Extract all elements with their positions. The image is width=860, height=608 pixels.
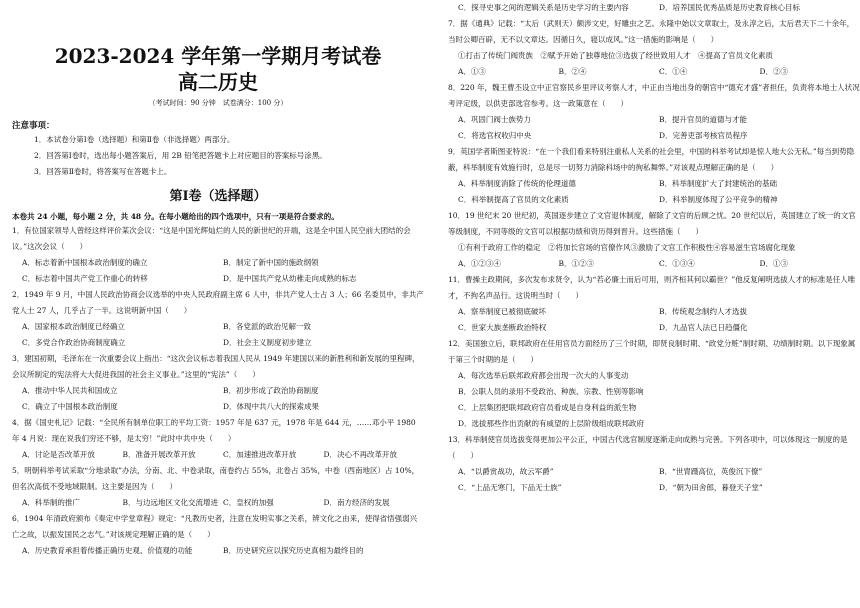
answer-option: B．②④	[558, 67, 587, 76]
answer-option: B．提升官员的道德与才能	[659, 115, 748, 124]
answer-option: C．将选官权收归中央	[458, 131, 532, 140]
question-text: 3．建国初期，毛泽东在一次重要会议上指出：“这次会议标志着我国人民从 1949 年建国以来的新胜利和新发展的里程碑，会议所制定的宪法将大大促进我国的社会主义事业。”这里的“宪法”（ ）	[12, 354, 420, 379]
answer-option: D．①③	[759, 259, 789, 268]
question-text: 6．1904 年清政府颁布《奏定中学堂章程》规定：“凡教历史者，注意在发明实事之关系，辨文化之由来，使得省悟强弱兴亡之故，以振发国民之志气。”对该规定理解正确的是（ ）	[12, 514, 418, 539]
answer-option: ①打击了传统门阀贵族 ②赋予开始了独尊地位③选拔了经世致用人才 ④提高了官员文化素质	[458, 51, 773, 60]
option-group	[448, 464, 860, 496]
answer-option: B．①②③	[558, 259, 595, 268]
note-item: 1．本试卷分第Ⅰ卷（选择题）和第Ⅱ卷（非选择题）两部分。	[34, 135, 235, 144]
answer-option: C．“上品无寒门，下品无士族”	[458, 483, 562, 492]
option-group	[448, 112, 860, 144]
answer-option: A．历史教育承担着传播正确历史观、价值观的功能	[22, 546, 193, 555]
answer-option: D．科举制度体现了公平竞争的精神	[659, 195, 778, 204]
question-text: 10．19 世纪末 20 世纪初，英国逐步建立了文官退休制度，解除了文官的后顾之忧。20 世纪以后，英国建立了统一的文官等级制度，不同等级的文官可以根据功绩和资历得到晋升。这些措施（ ）	[448, 211, 856, 236]
question-list-left	[12, 223, 424, 559]
question-text: 11．曹操主政期间，多次发布求贤令，认为“若必廉士而后可用，则齐桓其何以霸世？”他反复阐明选拔人才的标准是任人唯才，不拘名声品行。这说明当时（ ）	[448, 275, 856, 300]
answer-option: D．培养国民优秀品质是历史教育核心目标	[659, 3, 801, 12]
answer-option: D．九品官人法已日趋僵化	[659, 323, 748, 332]
answer-option: A．推动中华人民共和国成立	[22, 386, 118, 395]
option-group	[448, 64, 860, 80]
question-text: 9．英国学者斯图亚特说：“在一个我们看来特别注重私人关系的社会里，中国的科举考试却是惊人地大公无私。”每当到势隐蔽，科举制度有效施行时，总是尽一切努力消除科场中的徇私舞弊。”对该观点理解正确的是（ ）	[448, 147, 855, 172]
answer-option: C．世家大族垄断政治特权	[458, 323, 547, 332]
notes-heading: 注意事项：	[12, 121, 55, 131]
answer-option: ①有利于政府工作的稳定 ②将加长官场的官僚作风③激励了文官工作积极性④容易滋生官场腐化现象	[458, 243, 796, 252]
option-group	[448, 240, 860, 256]
question-text: 5．明朝科举考试采取“分地录取”办法，分南、北、中卷录取，南卷约占 55%，北卷占 35%，中卷（西南地区）占 10%，但名次高低不受地域限制。这主要是因为（ ）	[12, 466, 420, 491]
option-group	[448, 176, 860, 208]
exam-subject: 高二历史	[178, 70, 258, 94]
section-title: 第Ⅰ卷（选择题）	[169, 189, 267, 204]
answer-option: D．“朝为田舍郎，暮登天子堂”	[659, 483, 763, 492]
exam-title: 2023-2024 学年第一学期月考试卷	[54, 44, 382, 68]
question-text: 2．1949 年 9 月，中国人民政治协商会议选举的中央人民政府副主席 6 人中，非共产党人士占 3 人；66 名委员中，非共产党人士 27 人，几乎占了一半。这说明新中国（ ）	[12, 290, 424, 315]
answer-option: B．传统观念制约人才选拔	[659, 307, 748, 316]
question-list-right	[448, 0, 860, 496]
answer-option: C．加速推进改革开放	[223, 450, 297, 459]
answer-option: C．确立了中国根本政治制度	[22, 402, 118, 411]
answer-option: A．科举制的推广	[22, 498, 80, 507]
question-text: 13．科举制使官员选拔变得更加公平公正，中国古代选官制度逐渐走向成熟与完善。下列各项中，可以体现这一制度的是（ ）	[448, 435, 848, 460]
answer-option: D．选拔那些作出贡献的有威望的上层阶级组成联邦政府	[458, 419, 645, 428]
option-group	[448, 0, 860, 16]
answer-option: A．①②③④	[458, 259, 501, 268]
answer-option: B．初步形成了政治协商制度	[223, 386, 319, 395]
answer-option: D．完善吏部考核官员程序	[659, 131, 748, 140]
answer-option: D．社会主义制度初步建立	[223, 338, 312, 347]
option-group	[12, 543, 424, 559]
right-column	[448, 0, 860, 496]
answer-option: A．“以爵赏战功，故云军爵”	[458, 467, 554, 476]
answer-option: C．标志着中国共产党工作重心的转移	[22, 274, 148, 283]
answer-option: C．上层集团把联邦政府官员看成是自身利益的派生物	[458, 403, 637, 412]
answer-option: A．科举制度消除了传统的伦理道德	[458, 179, 576, 188]
answer-option: D．体现中共八大的探索成果	[223, 402, 320, 411]
note-item: 2．回答第Ⅰ卷时，选出每小题答案后，用 2B 铅笔把答题卡上对应题目的答案标号涂黑。	[34, 151, 327, 160]
option-group	[448, 368, 860, 432]
answer-option: D．南方经济的发展	[323, 498, 390, 507]
answer-option: A．每次选举后联邦政府都会出现一次大的人事变动	[458, 371, 629, 380]
answer-option: B．与边远地区文化交流增进	[122, 498, 219, 507]
question-text: 8．220 年，魏王曹丕设立中正官察民乡里评议考察人才，中正由当地出身的朝官中“德充才盛”者担任，负责将本地士人状况考评定级，以供吏部选官参考。这一政策意在（ ）	[448, 83, 860, 108]
answer-option: A．巩固门阀士族势力	[458, 115, 531, 124]
section-intro: 本卷共 24 小题，每小题 2 分，共 48 分。在每小题给出的四个选项中，只有一项是符合要求的。	[12, 212, 339, 221]
option-group	[448, 256, 860, 272]
exam-info: （考试时间：90 分钟 试卷满分：100 分）	[148, 99, 288, 107]
answer-option: C．科举制提高了官员的文化素质	[458, 195, 569, 204]
answer-option: D．②③	[759, 67, 789, 76]
answer-option: B．历史研究应以探究历史真相为最终目的	[223, 546, 364, 555]
answer-option: A．察举制度已被彻底破坏	[458, 307, 546, 316]
answer-option: A．国家根本政治制度已经确立	[22, 322, 125, 331]
option-group	[12, 255, 424, 287]
answer-option: B．公职人员的录用不受政治、种族、宗教、性别等影响	[458, 387, 644, 396]
answer-option: B．各党派的政治见解一致	[223, 322, 312, 331]
answer-option: C．探寻史事之间的逻辑关系是历史学习的主要内容	[458, 3, 629, 12]
answer-option: D．决心不再改革开放	[323, 450, 398, 459]
answer-option: C．①④	[659, 67, 688, 76]
answer-option: A．标志着新中国根本政治制度的确立	[22, 258, 148, 267]
answer-option: B．准备开展改革开放	[122, 450, 196, 459]
answer-option: A．讨论是否改革开放	[22, 450, 95, 459]
answer-option: D．是中国共产党从幼稚走向成熟的标志	[223, 274, 357, 283]
question-text: 1．有位国家领导人曾经这样评价某次会议：“这是中国光辉灿烂的人民的新世纪的开端，这是全中国人民空前大团结的会议。”这次会议（ ）	[12, 226, 411, 251]
question-text: 7．据《通典》记载：“太后（武则天）颇涉文史，好雕虫之艺。永隆中始以文章取士，及永淳之后，太后君天下二十余年，当时公卿百辟，无不以文章达。因循日久，寝以成风。”这一措施的影响是（ ）	[448, 19, 855, 44]
note-item: 3．回答第Ⅱ卷时，将答案写在答题卡上。	[34, 167, 172, 176]
option-group	[12, 495, 424, 511]
answer-option: C．①③④	[659, 259, 695, 268]
option-group	[12, 319, 424, 351]
question-text: 12．美国独立后，联邦政府在任用官员方面经历了三个时期，即贤良制时期、“政党分赃”制时期、功绩制时期。以下现象属于第三个时期的是（ ）	[448, 339, 856, 364]
answer-option: A．①③	[458, 67, 486, 76]
left-column	[12, 0, 424, 559]
question-text: 4．据《国史札记》记载：“全民所有制单位职工的平均工资：1957 年是 637 元，1978 年是 644 元，……邓小平 1980 年 4 月说：现在说我们穷还不够，是太穷！”此时中共中央（ ）	[12, 418, 416, 443]
option-group	[12, 383, 424, 415]
answer-option: B．制定了新中国的施政纲领	[223, 258, 319, 267]
option-group	[12, 447, 424, 463]
answer-option: B．科举制度扩大了封建统治的基础	[659, 179, 778, 188]
option-group	[448, 304, 860, 336]
answer-option: B．“世胄蹑高位，英俊沉下僚”	[659, 467, 763, 476]
option-group	[448, 48, 860, 64]
answer-option: C．皇权的加强	[223, 498, 274, 507]
answer-option: C．多党合作政治协商制度确立	[22, 338, 126, 347]
